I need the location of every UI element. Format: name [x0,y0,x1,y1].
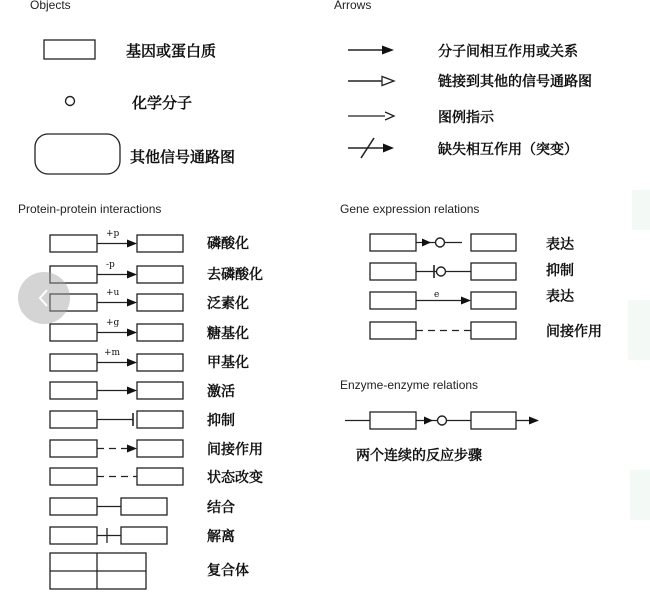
ppi-mark: +u [106,288,120,298]
background-decoration [632,190,650,230]
object-label: 基因或蛋白质 [126,42,217,60]
gene-indirect [370,322,602,340]
gene-mark: e [434,290,440,300]
open-arrowhead [382,77,394,86]
gene-expression [370,234,574,253]
ppi-label: 结合 [207,500,235,516]
ppi-phosphorylation [50,229,249,252]
ppi-label: 去磷酸化 [207,267,263,283]
object-gene-protein [44,40,216,60]
ppi-ubiquitination [50,288,249,312]
ppi-label: 激活 [207,384,235,400]
gene-expression-e [370,288,574,309]
section-title-arrows: Arrows [334,0,372,12]
section-title-ppi: Protein-protein interactions [18,202,162,216]
enzyme-consecutive-steps [345,412,539,464]
ppi-label: 糖基化 [207,326,249,342]
gene-repression [370,262,574,280]
arrow-label: 链接到其他的信号通路图 [438,74,592,90]
gene-label: 抑制 [546,263,574,279]
ppi-label: 泛素化 [207,296,249,312]
enzyme-label: 两个连续的反应步骤 [356,448,482,464]
background-decoration [630,470,650,520]
ppi-label: 解离 [207,529,235,545]
ppi-mark: -p [106,260,115,270]
arrow-link-pathway [348,73,592,90]
ppi-label: 复合体 [207,563,249,579]
gene-label: 间接作用 [546,324,602,340]
arrow-interaction [348,43,578,60]
ppi-mark: +p [106,229,120,239]
ppi-mark: +m [104,348,121,358]
arrow-label: 图例指示 [438,110,494,126]
rounded-rectangle-shape [35,134,120,174]
ppi-indirect [50,440,263,458]
solid-arrowhead [382,46,394,55]
section-title-objects: Objects [30,0,71,12]
ppi-state-change [50,468,263,486]
ppi-glycosylation [50,318,249,342]
thin-arrowhead [385,112,394,120]
ppi-methylation [50,348,249,371]
ppi-mark: +g [106,318,120,328]
gene-label: 表达 [546,237,574,253]
ppi-inhibition [50,411,235,429]
ppi-activation [50,382,235,400]
ppi-label: 磷酸化 [207,236,249,252]
ppi-complex [50,553,249,589]
ppi-label: 间接作用 [207,442,263,458]
ppi-label: 抑制 [207,413,235,429]
background-decoration [628,300,650,360]
ppi-label: 状态改变 [207,470,263,486]
chevron-left-icon [35,287,53,309]
arrow-legend-indicator [348,109,495,126]
ppi-dissociation [50,527,235,545]
arrow-label: 分子间相互作用或关系 [438,44,578,60]
ppi-binding [50,498,235,516]
ppi-dephosphorylation [50,260,263,283]
arrow-missing-interaction [348,138,578,158]
ppi-label: 甲基化 [207,355,249,371]
circle-shape [66,97,75,106]
object-label: 其他信号通路图 [130,148,236,166]
gene-label: 表达 [546,289,574,305]
object-label: 化学分子 [132,94,193,112]
rectangle-shape [44,40,95,59]
section-title-gene: Gene expression relations [340,202,480,216]
object-other-pathway [35,134,235,174]
section-title-enzyme: Enzyme-enzyme relations [340,378,479,392]
object-chemical [66,94,193,112]
prev-image-button[interactable] [18,272,70,324]
arrow-label: 缺失相互作用（突变） [438,142,578,158]
